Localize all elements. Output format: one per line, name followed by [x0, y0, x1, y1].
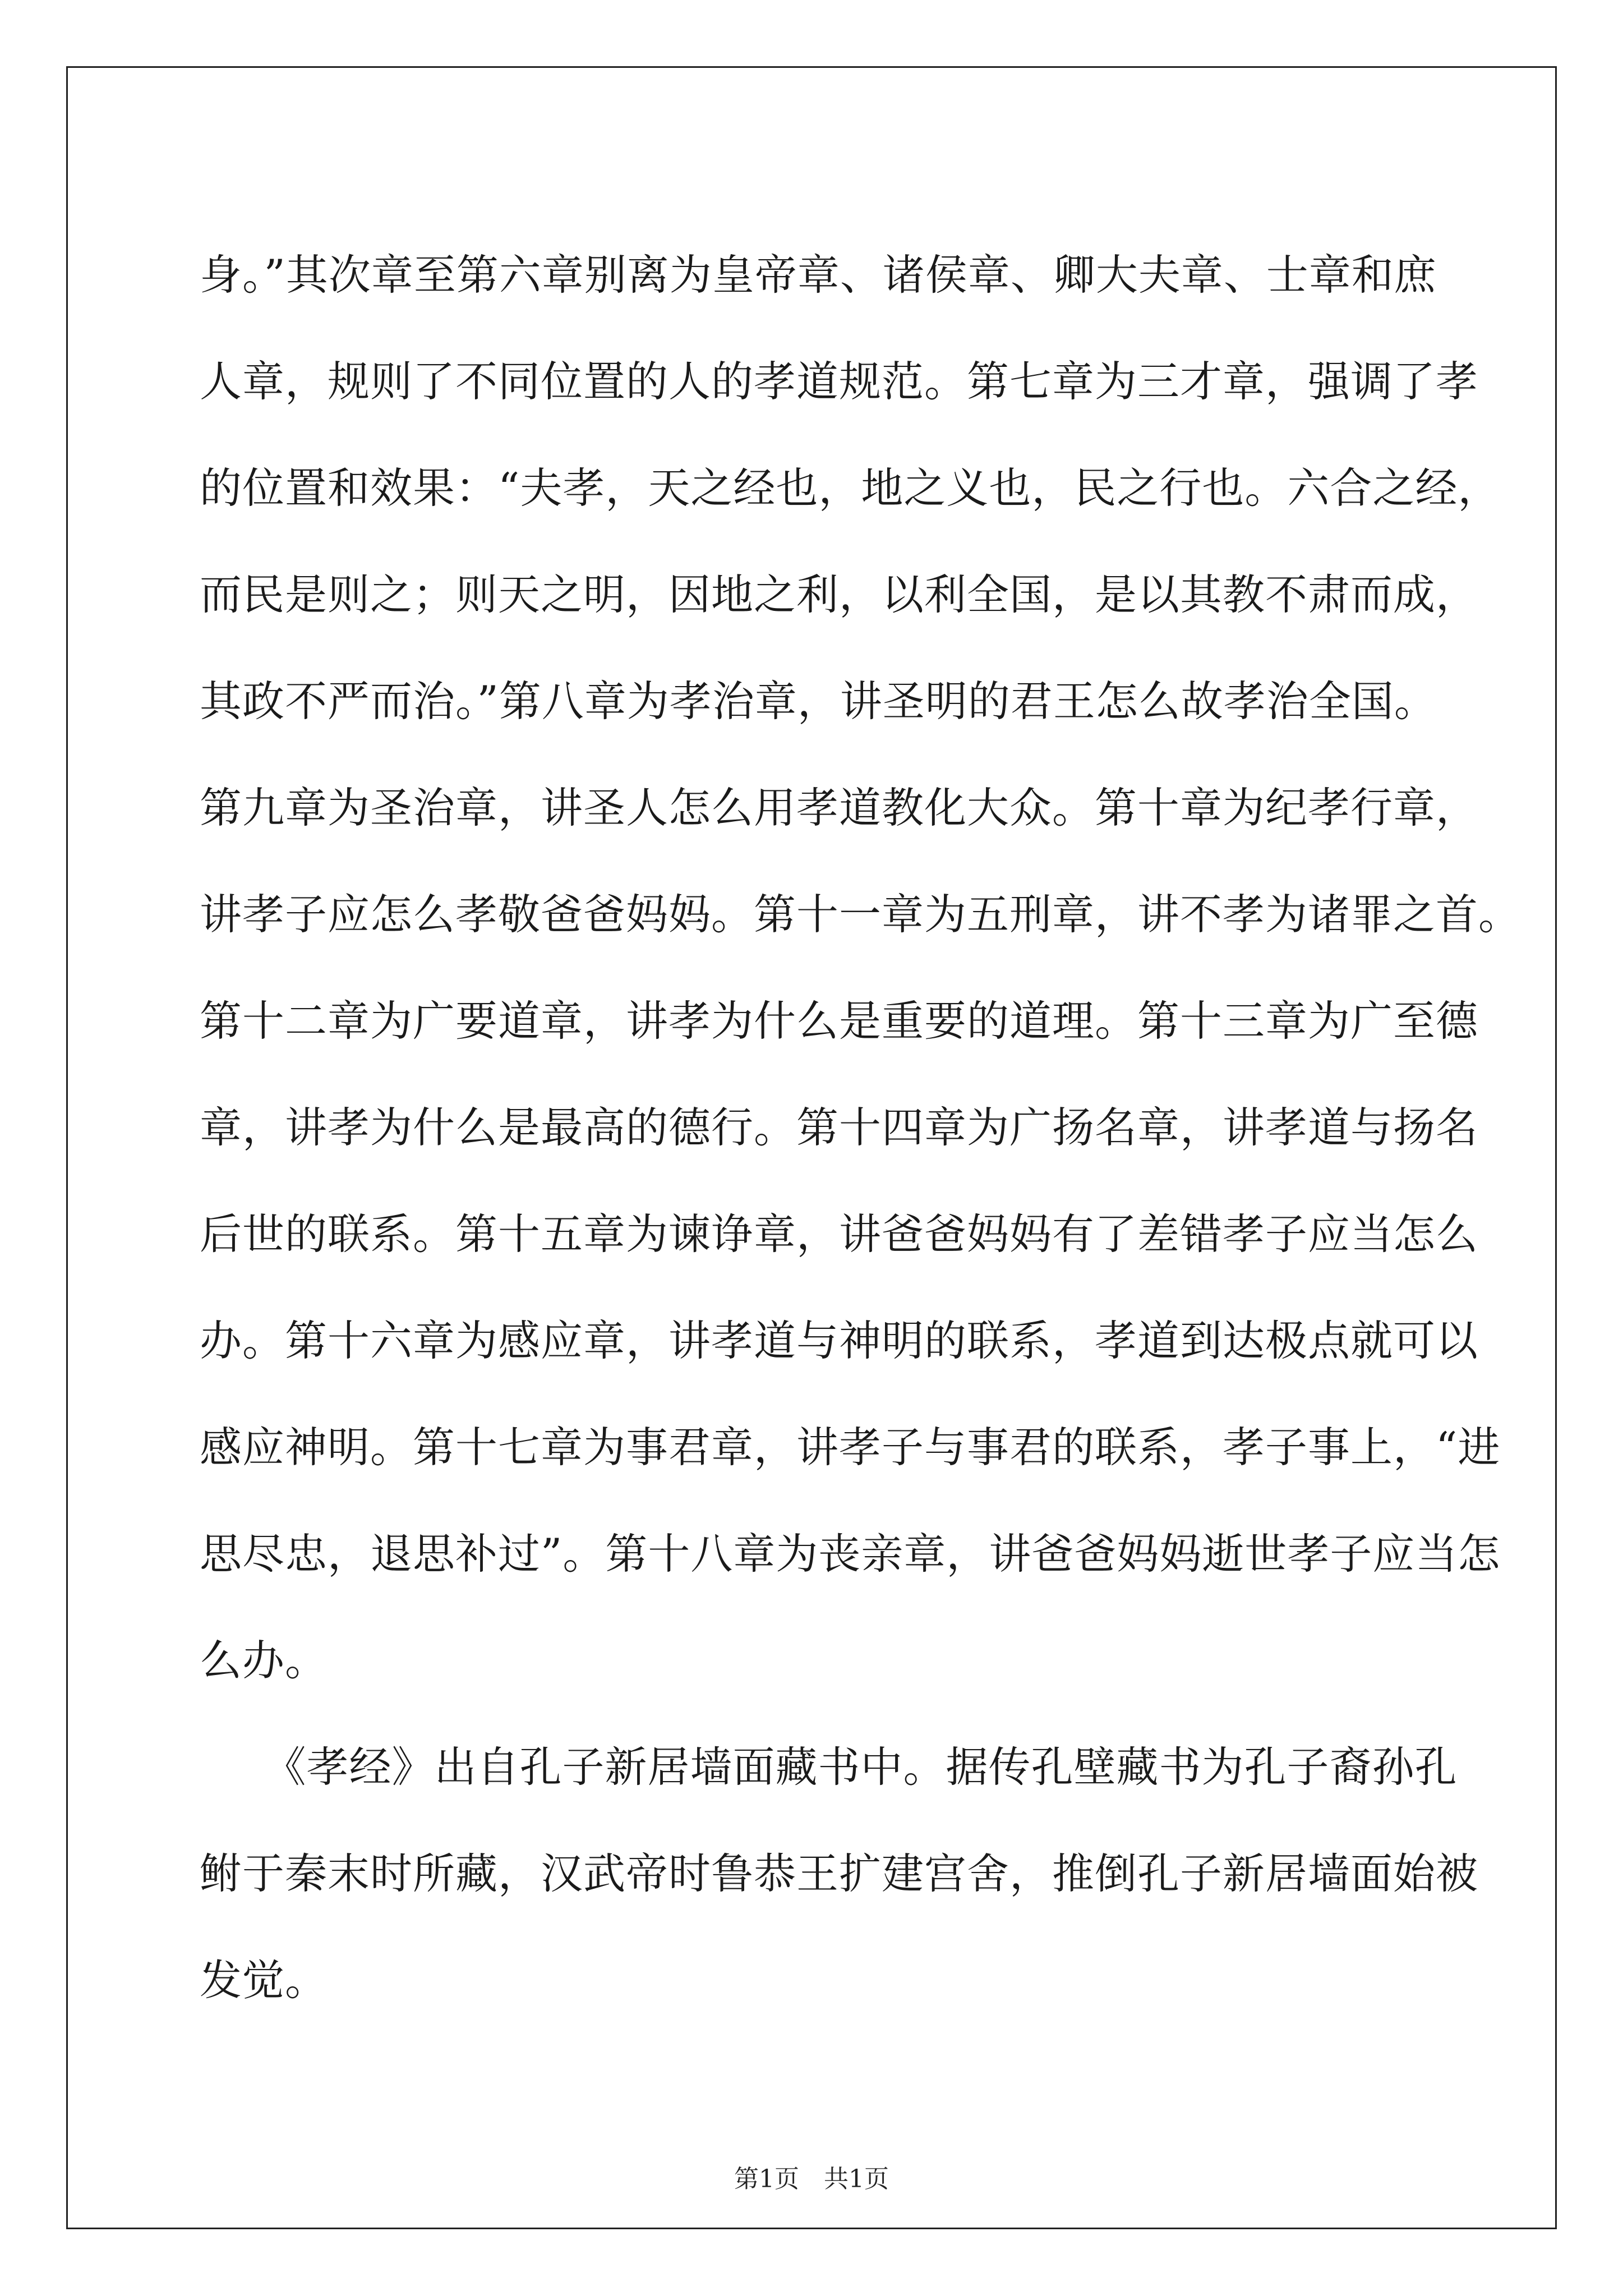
text-line: 思尽忠，退思补过”。第十八章为丧亲章，讲爸爸妈妈逝世孝子应当怎 — [200, 1529, 1501, 1579]
text-line: 鲋于秦末时所藏，汉武帝时鲁恭王扩建宫舍，推倒孔子新居墙面始被 — [200, 1849, 1479, 1898]
text-line: 第十二章为广要道章，讲孝为什么是重要的道理。第十三章为广至德 — [200, 996, 1479, 1046]
text-line: 后世的联系。第十五章为谏诤章，讲爸爸妈妈有了差错孝子应当怎么 — [200, 1209, 1479, 1259]
text-line: 第九章为圣治章，讲圣人怎么用孝道教化大众。第十章为纪孝行章， — [200, 783, 1479, 832]
text-line: 《孝经》出自孔子新居墙面藏书中。据传孔壁藏书为孔子裔孙孔 — [200, 1742, 1458, 1792]
text-line: 么办。 — [200, 1636, 328, 1685]
text-line: 其政不严而治。”第八章为孝治章，讲圣明的君王怎么故孝治全国。 — [200, 677, 1437, 726]
page-footer: 第1页 共1页 — [734, 2165, 889, 2193]
text-line: 而民是则之；则天之明，因地之利，以利全国，是以其教不肃而成， — [200, 570, 1479, 619]
text-line: 的位置和效果：“夫孝，天之经也，地之义也，民之行也。六合之经， — [200, 463, 1501, 513]
text-line: 发觉。 — [200, 1955, 328, 2005]
text-line: 身。”其次章至第六章别离为皇帝章、诸侯章、卿大夫章、士章和庶 — [200, 250, 1437, 300]
text-line: 章，讲孝为什么是最高的德行。第十四章为广扬名章，讲孝道与扬名 — [200, 1103, 1479, 1152]
text-line: 办。第十六章为感应章，讲孝道与神明的联系，孝道到达极点就可以 — [200, 1316, 1479, 1365]
text-line: 人章，规则了不同位置的人的孝道规范。第七章为三才章，强调了孝 — [200, 357, 1479, 406]
document-body — [200, 222, 1521, 2033]
text-line: 讲孝子应怎么孝敬爸爸妈妈。第十一章为五刑章，讲不孝为诸罪之首。 — [200, 890, 1521, 939]
text-line: 感应神明。第十七章为事君章，讲孝子与事君的联系，孝子事上，“进 — [200, 1423, 1501, 1472]
